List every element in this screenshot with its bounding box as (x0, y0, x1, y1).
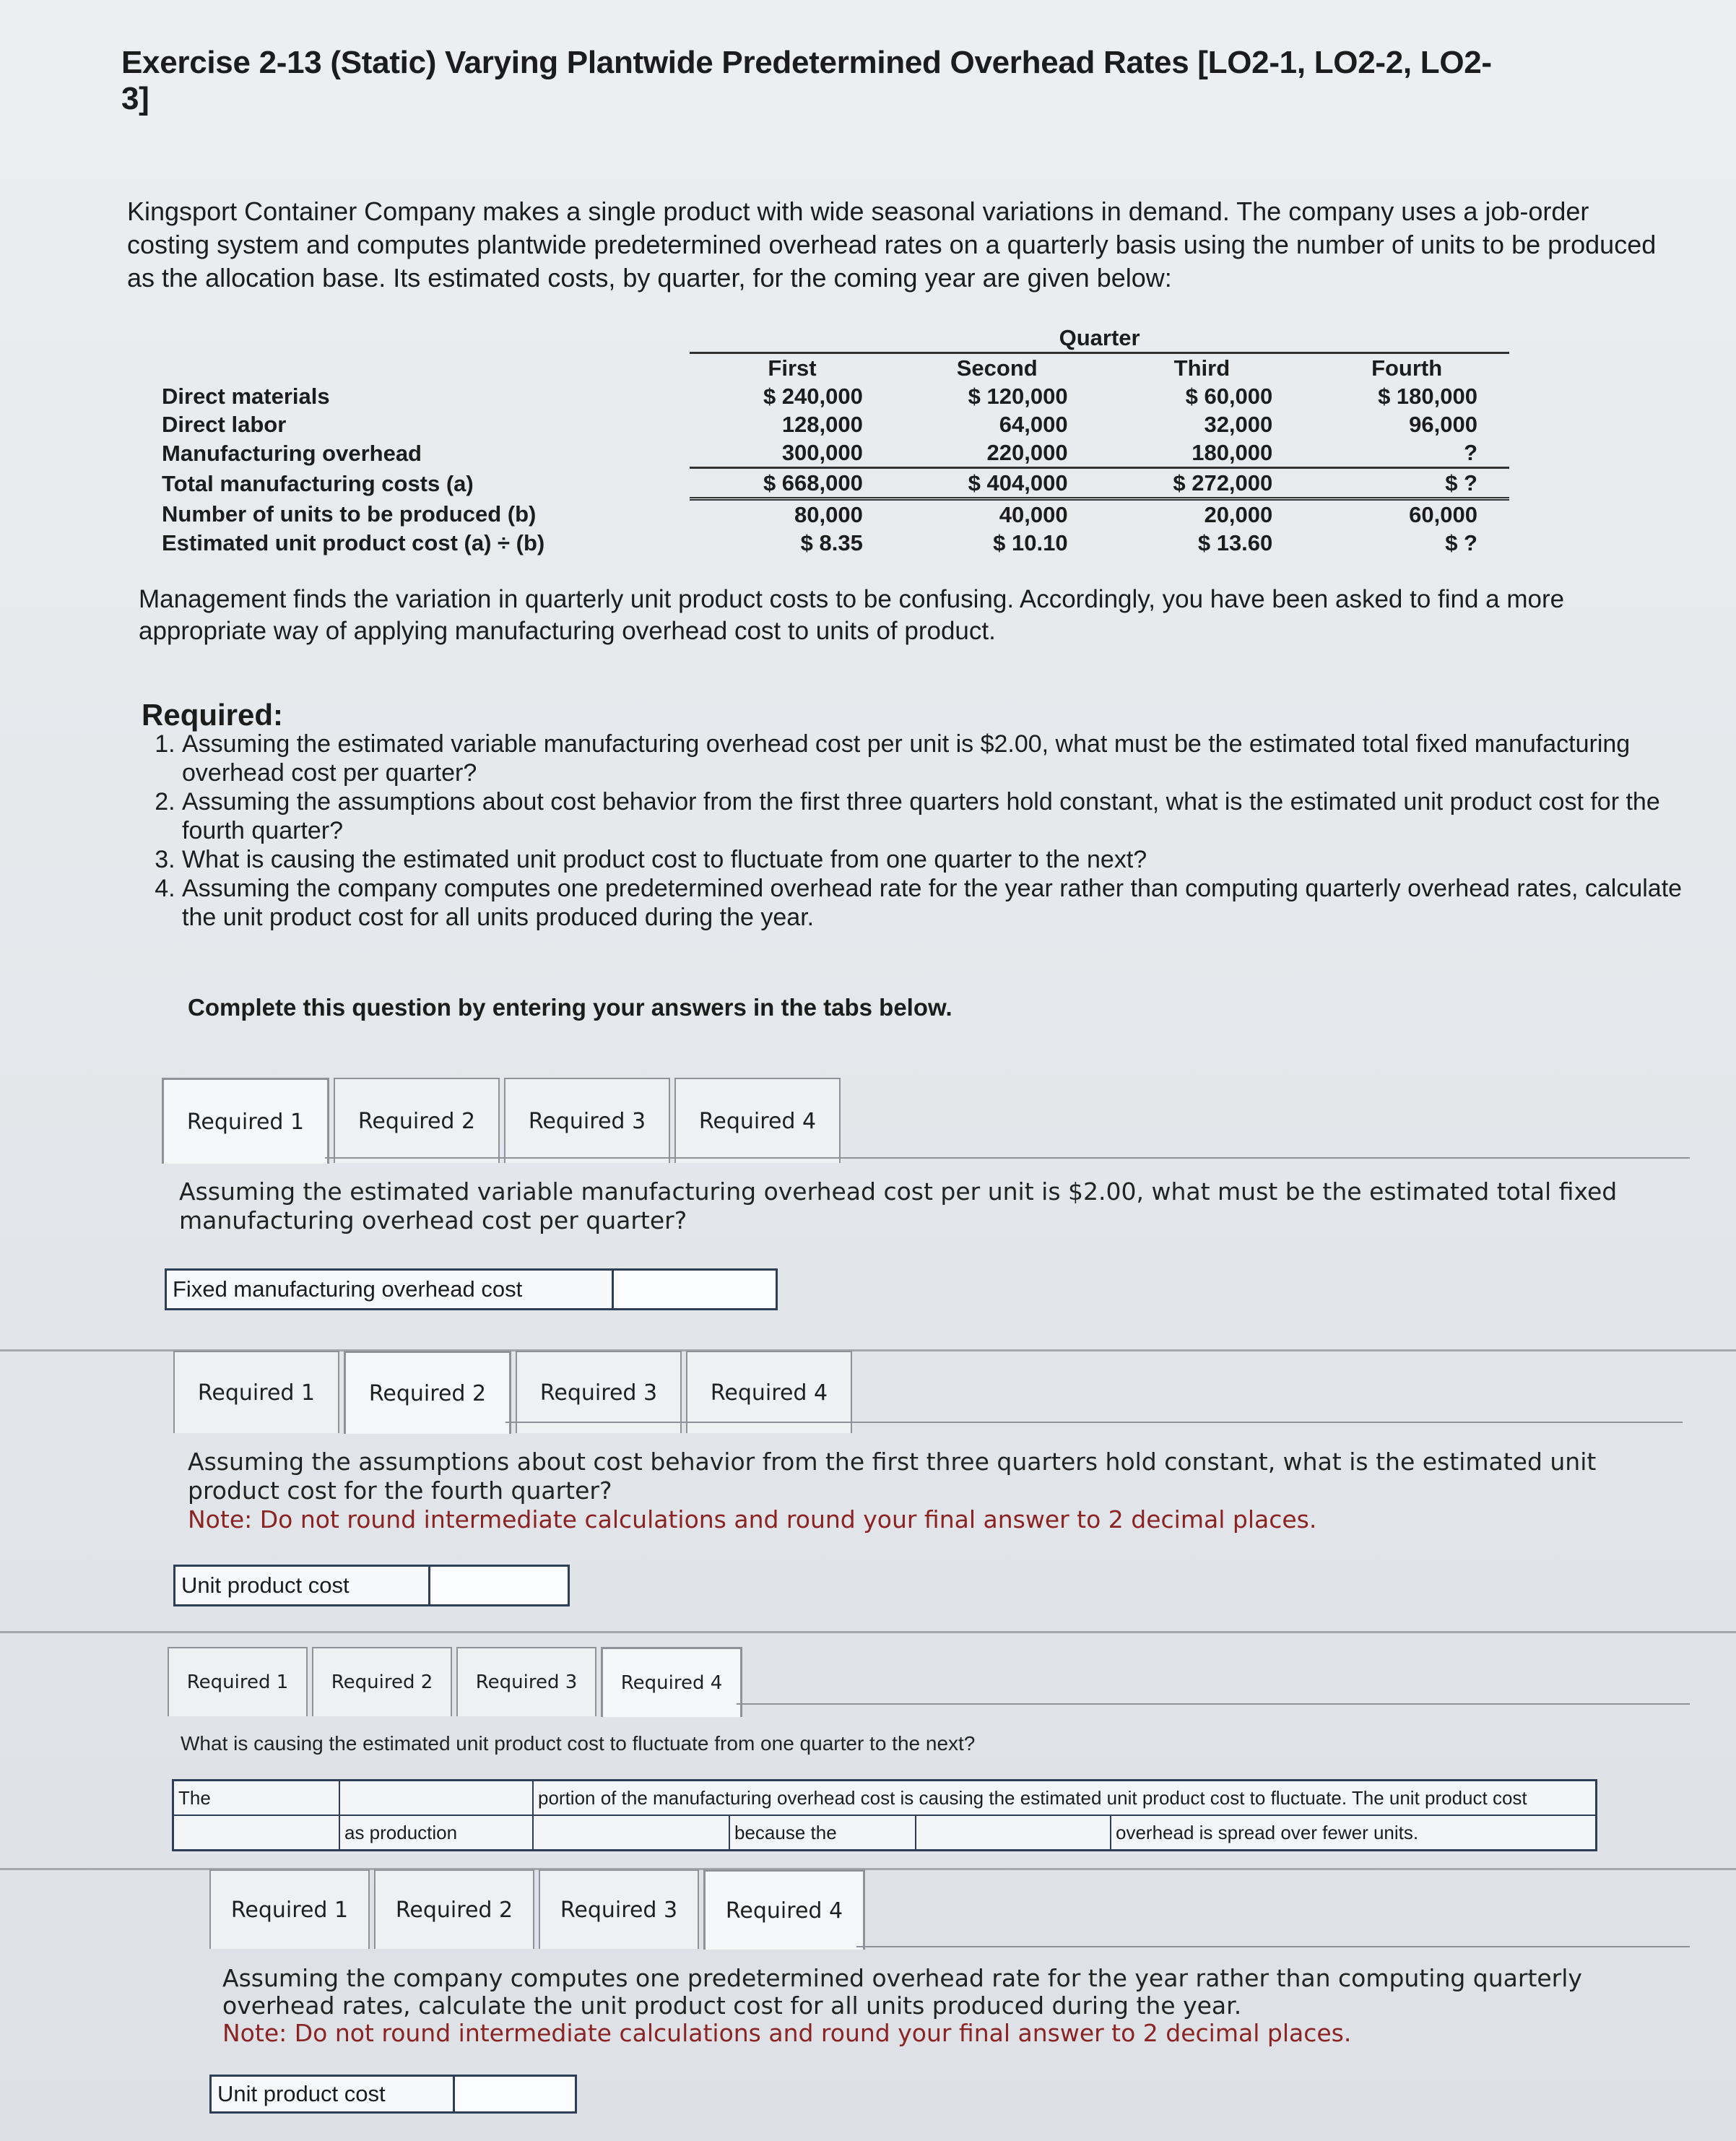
row-label: Total manufacturing costs (a) (162, 470, 474, 496)
panel-divider (0, 1631, 1736, 1633)
annual-unit-cost-field (209, 2075, 577, 2114)
production-change-dropdown[interactable] (534, 1816, 730, 1849)
row-manufacturing-overhead (159, 438, 1509, 468)
unit-cost-change-dropdown[interactable] (174, 1816, 340, 1849)
tab-required-1[interactable]: Required 1 (173, 1351, 339, 1433)
cell: $ ? (1304, 468, 1509, 499)
cell: 64,000 (999, 412, 1068, 437)
field-label: Unit product cost (212, 2077, 455, 2111)
overhead-type-dropdown[interactable] (916, 1816, 1111, 1849)
panel2-prompt (188, 1448, 1675, 1534)
required-item: 1. Assuming the estimated variable manufacturing overhead cost per unit is $2.00, what must be the estimated total fixed manufacturing overhead cost per quarter? (182, 730, 1720, 787)
cell: 300,000 (781, 440, 863, 465)
annual-unit-cost-input[interactable] (455, 2077, 575, 2111)
row-total-costs (159, 468, 1509, 499)
management-paragraph: Management finds the variation in quarterly unit product costs to be confusing. Accordingly, you have been asked to find a more appropriate way of applying manufacturing overhead cost to units of product. (139, 585, 1565, 645)
tab-required-3[interactable]: Required 3 (539, 1869, 699, 1949)
tab-required-4[interactable]: Required 4 (601, 1647, 742, 1717)
fixed-overhead-field (165, 1268, 778, 1310)
row-label: Manufacturing overhead (162, 440, 422, 466)
col-third: Third (1173, 355, 1231, 381)
tab-required-3[interactable]: Required 3 (504, 1078, 670, 1163)
unit-product-cost-input[interactable] (430, 1567, 568, 1604)
because-the-label: because the (730, 1816, 916, 1849)
cell: 220,000 (986, 440, 1068, 465)
panel4-prompt (222, 1965, 1667, 2047)
quarter-header: Quarter (690, 324, 1509, 353)
col-fourth: Fourth (1371, 355, 1443, 381)
tab-bar (168, 1647, 747, 1717)
row-direct-materials (159, 382, 1509, 410)
portion-dropdown[interactable] (340, 1781, 534, 1815)
tab-underline (737, 1703, 1690, 1705)
col-second: Second (956, 355, 1038, 381)
tab-required-4[interactable]: Required 4 (703, 1869, 865, 1950)
tab-required-4[interactable]: Required 4 (674, 1078, 841, 1163)
tab-required-1[interactable]: Required 1 (162, 1078, 329, 1164)
fluctuation-answer-grid (172, 1779, 1597, 1851)
panel2-note: Note: Do not round intermediate calculations and round your final answer to 2 decimal places. (188, 1505, 1317, 1534)
cell: 96,000 (1409, 412, 1477, 437)
cell: 128,000 (781, 412, 863, 437)
overhead-spread-label: overhead is spread over fewer units. (1111, 1816, 1595, 1849)
row-label: Estimated unit product cost (a) ÷ (b) (162, 530, 545, 555)
tab-required-3[interactable]: Required 3 (516, 1351, 682, 1433)
cell: $ 668,000 (690, 468, 895, 499)
cell: $ 240,000 (763, 384, 863, 409)
cell: 20,000 (1204, 502, 1273, 527)
col-first: First (768, 355, 817, 381)
cell: $ 13.60 (1197, 530, 1273, 555)
cell: $ 8.35 (800, 530, 863, 555)
cell: 40,000 (999, 502, 1068, 527)
field-label: Unit product cost (175, 1567, 430, 1604)
tab-underline (505, 1422, 1683, 1423)
cell: $ 404,000 (895, 468, 1100, 499)
cell: $ 60,000 (1185, 384, 1273, 409)
row-label: Direct labor (162, 412, 287, 437)
cell: 60,000 (1409, 502, 1477, 527)
panel4-note: Note: Do not round intermediate calculations and round your final answer to 2 decimal places. (222, 2019, 1352, 2047)
exercise-title: Exercise 2-13 (Static) Varying Plantwide Predetermined Overhead Rates [LO2-1, LO2-2, LO2-3] (121, 45, 1492, 116)
quarterly-cost-table (159, 324, 1509, 557)
as-production-label: as production (340, 1816, 534, 1849)
panel4-question: Assuming the company computes one predetermined overhead rate for the year rather than computing quarterly overhead rates, calculate the unit product cost for all units produced during the year. (222, 1964, 1582, 2020)
cell: 32,000 (1204, 412, 1273, 437)
the-label: The (174, 1781, 340, 1815)
tab-required-4[interactable]: Required 4 (686, 1351, 852, 1433)
fixed-overhead-input[interactable] (614, 1271, 776, 1308)
panel1-prompt: Assuming the estimated variable manufacturing overhead cost per unit is $2.00, what must be the estimated total fixed manufacturing overhead cost per quarter? (179, 1177, 1618, 1234)
row-units (159, 499, 1509, 529)
tab-required-1[interactable]: Required 1 (209, 1869, 370, 1949)
complete-instruction: Complete this question by entering your answers in the tabs below. (188, 994, 952, 1021)
cell: 180,000 (1192, 440, 1273, 465)
tab-underline (325, 1157, 1690, 1159)
cell: $ 10.10 (993, 530, 1068, 555)
cell: $ ? (1445, 530, 1477, 555)
row-direct-labor (159, 410, 1509, 438)
unit-product-cost-field (173, 1565, 570, 1606)
cell: 80,000 (794, 502, 863, 527)
tab-bar (209, 1869, 869, 1950)
cell: $ 272,000 (1100, 468, 1305, 499)
tab-required-3[interactable]: Required 3 (456, 1647, 596, 1716)
tab-bar (162, 1078, 845, 1164)
panel2-question: Assuming the assumptions about cost behavior from the first three quarters hold constant, what is the estimated unit product cost for the fourth quarter? (188, 1448, 1597, 1505)
tab-required-2[interactable]: Required 2 (312, 1647, 452, 1716)
tab-required-1[interactable]: Required 1 (168, 1647, 308, 1716)
cell: $ 120,000 (968, 384, 1068, 409)
tab-required-2[interactable]: Required 2 (344, 1351, 511, 1434)
row-label: Direct materials (162, 384, 330, 409)
field-label: Fixed manufacturing overhead cost (167, 1271, 614, 1308)
required-item: 2. Assuming the assumptions about cost behavior from the first three quarters hold constant, what is the estimated unit product cost for the fourth quarter? (182, 787, 1720, 845)
required-item: 4. Assuming the company computes one predetermined overhead rate for the year rather than computing quarterly overhead rates, calculate the unit product cost for all units produced during the year. (182, 874, 1720, 932)
tab-required-2[interactable]: Required 2 (334, 1078, 500, 1163)
cell: $ 180,000 (1378, 384, 1477, 409)
tab-underline (856, 1946, 1690, 1947)
required-heading: Required: (142, 698, 284, 732)
cell: ? (1464, 440, 1477, 465)
tab-required-2[interactable]: Required 2 (374, 1869, 534, 1949)
row-label: Number of units to be produced (b) (162, 501, 537, 527)
panel3-prompt: What is causing the estimated unit product cost to fluctuate from one quarter to the next? (181, 1732, 976, 1755)
portion-sentence: portion of the manufacturing overhead cost is causing the estimated unit product cost to fluctuate. The unit product cost (534, 1781, 1595, 1815)
intro-paragraph: Kingsport Container Company makes a single product with wide seasonal variations in demand. The company uses a job-order costing system and computes plantwide predetermined overhead rates on a quarterly basis using the number of units to be produced as the allocation base. Its estimated costs, by quarter, for the coming year are given below: (127, 196, 1657, 293)
row-unit-cost (159, 529, 1509, 557)
required-item: 3. What is causing the estimated unit product cost to fluctuate from one quarter to the next? (182, 845, 1720, 874)
required-list (144, 730, 1720, 932)
